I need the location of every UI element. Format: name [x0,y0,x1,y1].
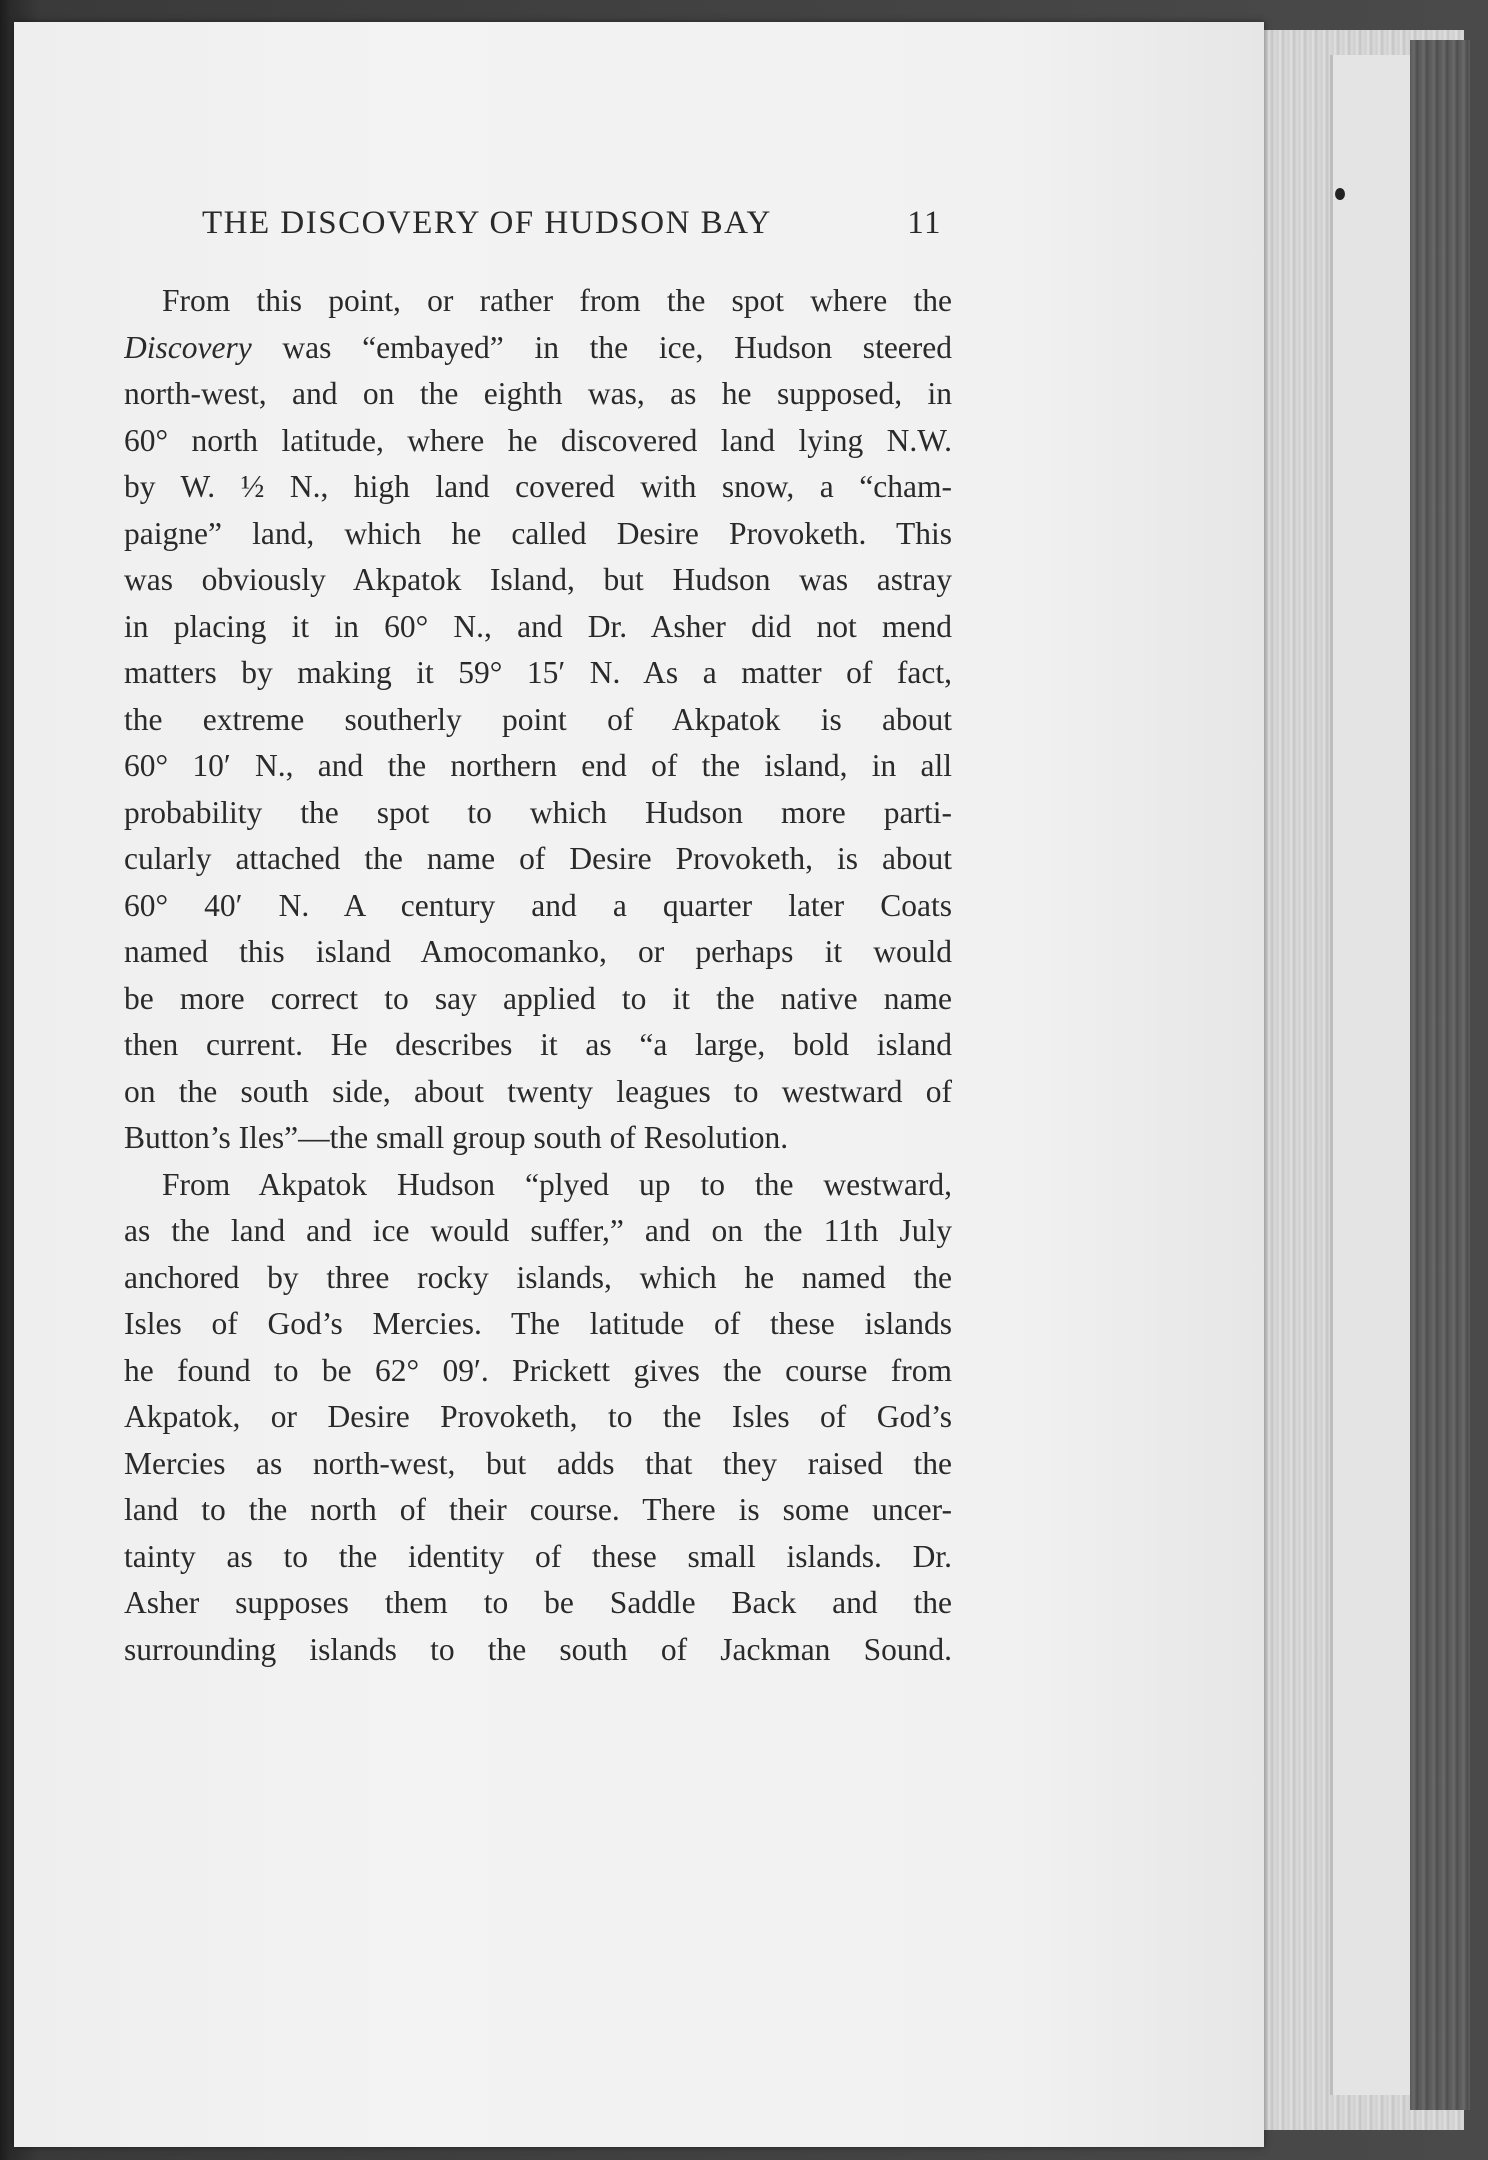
text-line: as the land and ice would suffer,” and on the 11th July [124,1213,952,1248]
text-line: Isles of God’s Mercies. The latitude of these islands [124,1306,952,1341]
text-line: then current. He describes it as “a large, bold island [124,1027,952,1062]
running-header [202,205,942,255]
text-line: Akpatok, or Desire Provoketh, to the Isles of God’s [124,1399,952,1434]
text-line: in placing it in 60° N., and Dr. Asher did not mend [124,608,952,644]
paragraph [124,1162,952,1674]
text-line: on the south side, about twenty leagues to westward of [124,1073,952,1109]
text-line: Asher supposes them to be Saddle Back and the [124,1585,952,1620]
text-line: 60° 40′ N. A century and a quarter later Coats [124,887,952,923]
text-line: probability the spot to which Hudson more parti- [124,794,952,830]
text-line: paigne” land, which he called Desire Provoketh. This [124,515,952,551]
text-line: surrounding islands to the south of Jackman Sound. [124,1631,952,1667]
text-line: Button’s Iles”—the small group south of Resolution. [124,1120,789,1155]
text-line: 60° north latitude, where he discovered land lying N.W. [124,422,952,458]
text-line: From this point, or rather from the spot where the [162,283,952,318]
paragraph [124,278,952,1162]
text-line: Discovery was “embayed” in the ice, Hudson steered [124,329,952,365]
text-line: north-west, and on the eighth was, as he supposed, in [124,376,952,411]
book-cover-edge [1410,40,1470,2110]
page-number: 11 [907,205,942,241]
text-line: matters by making it 59° 15′ N. As a matter of fact, [124,655,952,690]
ship-name: Discovery [124,329,252,365]
text-line: he found to be 62° 09′. Prickett gives the course from [124,1352,952,1388]
page-body [124,278,952,1673]
text-line: land to the north of their course. There is some uncer- [124,1492,952,1527]
text-line: was obviously Akpatok Island, but Hudson was astray [124,562,952,597]
text-line: tainty as to the identity of these small islands. Dr. [124,1538,952,1574]
text-line: anchored by three rocky islands, which he named the [124,1259,952,1295]
text-line: named this island Amocomanko, or perhaps it would [124,934,952,969]
text-line: cularly attached the name of Desire Provoketh, is about [124,841,952,876]
edge-mark [1335,188,1345,200]
text-line: 60° 10′ N., and the northern end of the island, in all [124,748,952,783]
text-line: the extreme southerly point of Akpatok is about [124,701,952,737]
running-title: THE DISCOVERY OF HUDSON BAY [202,205,772,241]
text-line: be more correct to say applied to it the native name [124,980,952,1016]
page-edge-block [1330,55,1413,2095]
text-line: by W. ½ N., high land covered with snow, a “cham- [124,469,952,504]
text-line: Mercies as north-west, but adds that they raised the [124,1445,952,1481]
text-line: From Akpatok Hudson “plyed up to the westward, [162,1166,952,1202]
